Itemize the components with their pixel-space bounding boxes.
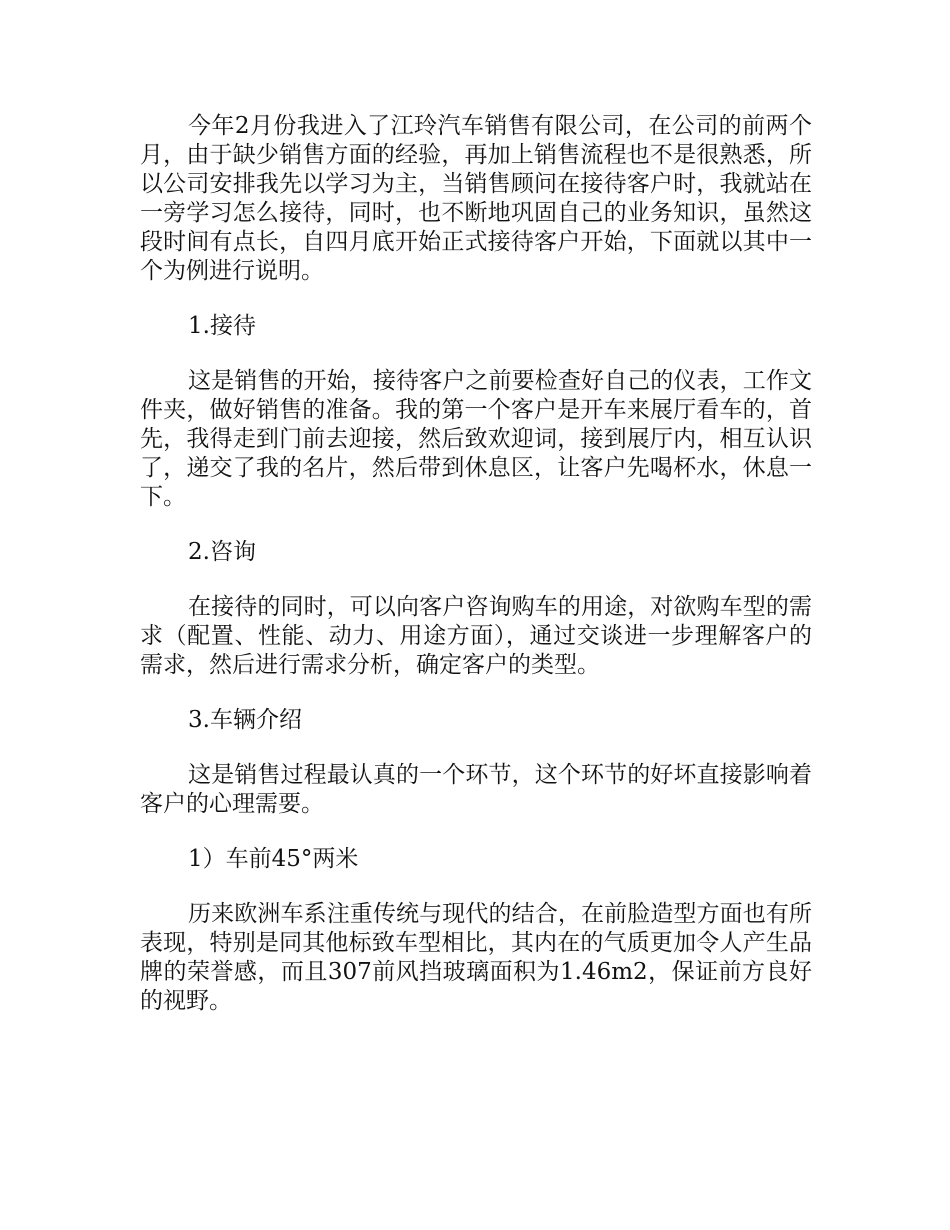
front-45-paragraph: 历来欧洲车系注重传统与现代的结合，在前脸造型方面也有所表现，特别是同其他标致车型相比，其内在的气质更加令人产生品牌的荣誉感，而且307前风挡玻璃面积为1.46m2，保证前方良好的视野。 <box>140 901 812 1014</box>
subsection-heading-front-45: 1）车前45°两米 <box>188 846 359 872</box>
consultation-paragraph: 在接待的同时，可以向客户咨询购车的用途，对欲购车型的需求（配置、性能、动力、用途方面），通过交谈进一步理解客户的需求，然后进行需求分析，确定客户的类型。 <box>140 594 812 678</box>
section-heading-consultation: 2.咨询 <box>188 539 256 565</box>
section-heading-reception: 1.接待 <box>188 313 256 339</box>
intro-paragraph: 今年2月份我进入了江玲汽车销售有限公司，在公司的前两个月，由于缺少销售方面的经验，再加上销售流程也不是很熟悉，所以公司安排我先以学习为主，当销售顾问在接待客户时，我就站在一旁学习怎么接待，同时，也不断地巩固自己的业务知识，虽然这段时间有点长，自四月底开始正式接待客户开始，下面就以其中一个为例进行说明。 <box>140 113 812 284</box>
vehicle-intro-paragraph: 这是销售过程最认真的一个环节，这个环节的好坏直接影响着客户的心理需要。 <box>140 762 812 817</box>
document-page <box>140 112 812 1042</box>
section-heading-vehicle-intro: 3.车辆介绍 <box>188 707 302 733</box>
reception-paragraph: 这是销售的开始，接待客户之前要检查好自己的仪表，工作文件夹，做好销售的准备。我的第一个客户是开车来展厅看车的，首先，我得走到门前去迎接，然后致欢迎词，接到展厅内，相互认识了，递交了我的名片，然后带到休息区，让客户先喝杯水，休息一下。 <box>140 368 812 510</box>
